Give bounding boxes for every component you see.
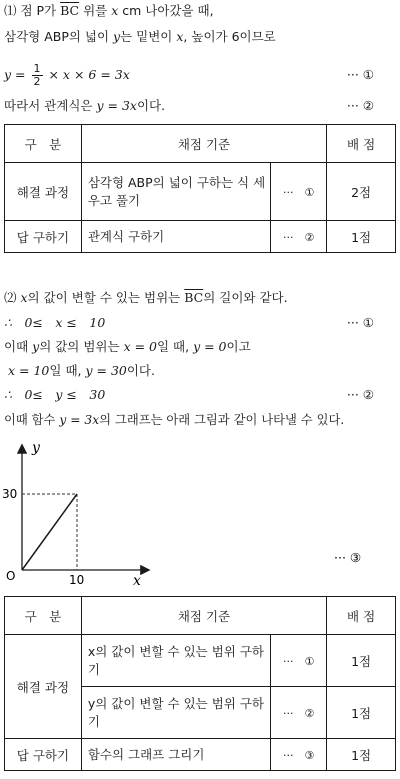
table1-header bbox=[5, 125, 396, 163]
table2-row3-mark: ··· ③ bbox=[271, 739, 327, 771]
mark-3: ··· ③ bbox=[334, 550, 362, 565]
table2-row2-score: 1점 bbox=[327, 687, 396, 739]
table1-row1-mark: ··· ① bbox=[271, 163, 327, 221]
table1-header-category: 구 분 bbox=[5, 125, 82, 163]
x-axis-label: x bbox=[133, 573, 141, 589]
table1-header-criteria: 채점 기준 bbox=[81, 125, 326, 163]
table2-row1-mark: ··· ① bbox=[271, 635, 327, 687]
table1-row1-score: 2점 bbox=[327, 163, 396, 221]
part1-line1: ⑴ 점 P가 $\overline{BC}$ 위를 x cm 나아갔을 때, bbox=[4, 3, 214, 18]
table1-row2-criteria: 관계식 구하기 bbox=[81, 221, 270, 253]
table2-row3-score: 1점 bbox=[327, 739, 396, 771]
graph-line-y-equals-3x bbox=[22, 494, 77, 570]
table1-row1-criteria: 삼각형 ABP의 넓이 구하는 식 세우고 풀기 bbox=[81, 163, 270, 221]
mark-1b: ··· ① bbox=[346, 315, 374, 330]
table2-row2-criteria: y의 값이 변할 수 있는 범위 구하기 bbox=[81, 687, 270, 739]
table2-row3-criteria: 함수의 그래프 그리기 bbox=[81, 739, 270, 771]
scoring-table-1 bbox=[4, 124, 396, 253]
function-graph bbox=[0, 438, 400, 598]
x-tick-label: 10 bbox=[69, 573, 85, 587]
table1-row2-category: 답 구하기 bbox=[5, 221, 82, 253]
part1-equation: y = $\frac{1}{2}$ × x × 6 = 3x ··· ① bbox=[4, 62, 374, 88]
table2-row1-criteria: x의 값이 변할 수 있는 범위 구하기 bbox=[81, 635, 270, 687]
table2-row2-mark: ··· ② bbox=[271, 687, 327, 739]
table1-row2-score: 1점 bbox=[327, 221, 396, 253]
table1-header-score: 배 점 bbox=[327, 125, 396, 163]
part2-line2: ∴ 0≤ x ≤ 10 ··· ① bbox=[4, 315, 374, 330]
table2-header-score: 배 점 bbox=[327, 597, 396, 635]
fraction-one-half: $\frac{1}{2}$ bbox=[33, 62, 41, 88]
table2-header-category: 구 분 bbox=[5, 597, 82, 635]
y-tick-label: 30 bbox=[2, 487, 18, 501]
table-row bbox=[5, 163, 396, 221]
table2-row1-category: 해결 과정 bbox=[5, 635, 82, 739]
table2-row3-category: 답 구하기 bbox=[5, 739, 82, 771]
part2-line1: ⑵ x의 값이 변할 수 있는 범위는 $\overline{BC}$의 길이와 같다. bbox=[4, 290, 288, 305]
table1-row2-mark: ··· ② bbox=[271, 221, 327, 253]
origin-label: O bbox=[6, 569, 16, 583]
y-axis-label: y bbox=[32, 440, 40, 456]
scoring-table-2 bbox=[4, 596, 396, 771]
mark-2b: ··· ② bbox=[346, 387, 374, 402]
mark-2: ··· ② bbox=[346, 98, 374, 113]
table-row bbox=[5, 739, 396, 771]
part2-line4: x = 10일 때, y = 30이다. bbox=[8, 363, 155, 378]
table-row bbox=[5, 635, 396, 687]
part2-line5: ∴ 0≤ y ≤ 30 ··· ② bbox=[4, 387, 374, 402]
table-row bbox=[5, 221, 396, 253]
table2-header-criteria: 채점 기준 bbox=[81, 597, 326, 635]
mark-1: ··· ① bbox=[346, 67, 374, 82]
part2-line6: 이때 함수 y = 3x의 그래프는 아래 그림과 같이 나타낼 수 있다. bbox=[4, 413, 345, 427]
part1-line2: 삼각형 ABP의 넓이 y는 밑변이 x, 높이가 6이므로 bbox=[4, 29, 276, 44]
table2-header bbox=[5, 597, 396, 635]
part1-line4: 따라서 관계식은 y = 3x이다. ··· ② bbox=[4, 98, 374, 113]
table1-row1-category: 해결 과정 bbox=[5, 163, 82, 221]
table2-row1-score: 1점 bbox=[327, 635, 396, 687]
part2-line3: 이때 y의 값의 범위는 x = 0일 때, y = 0이고 bbox=[4, 339, 251, 354]
